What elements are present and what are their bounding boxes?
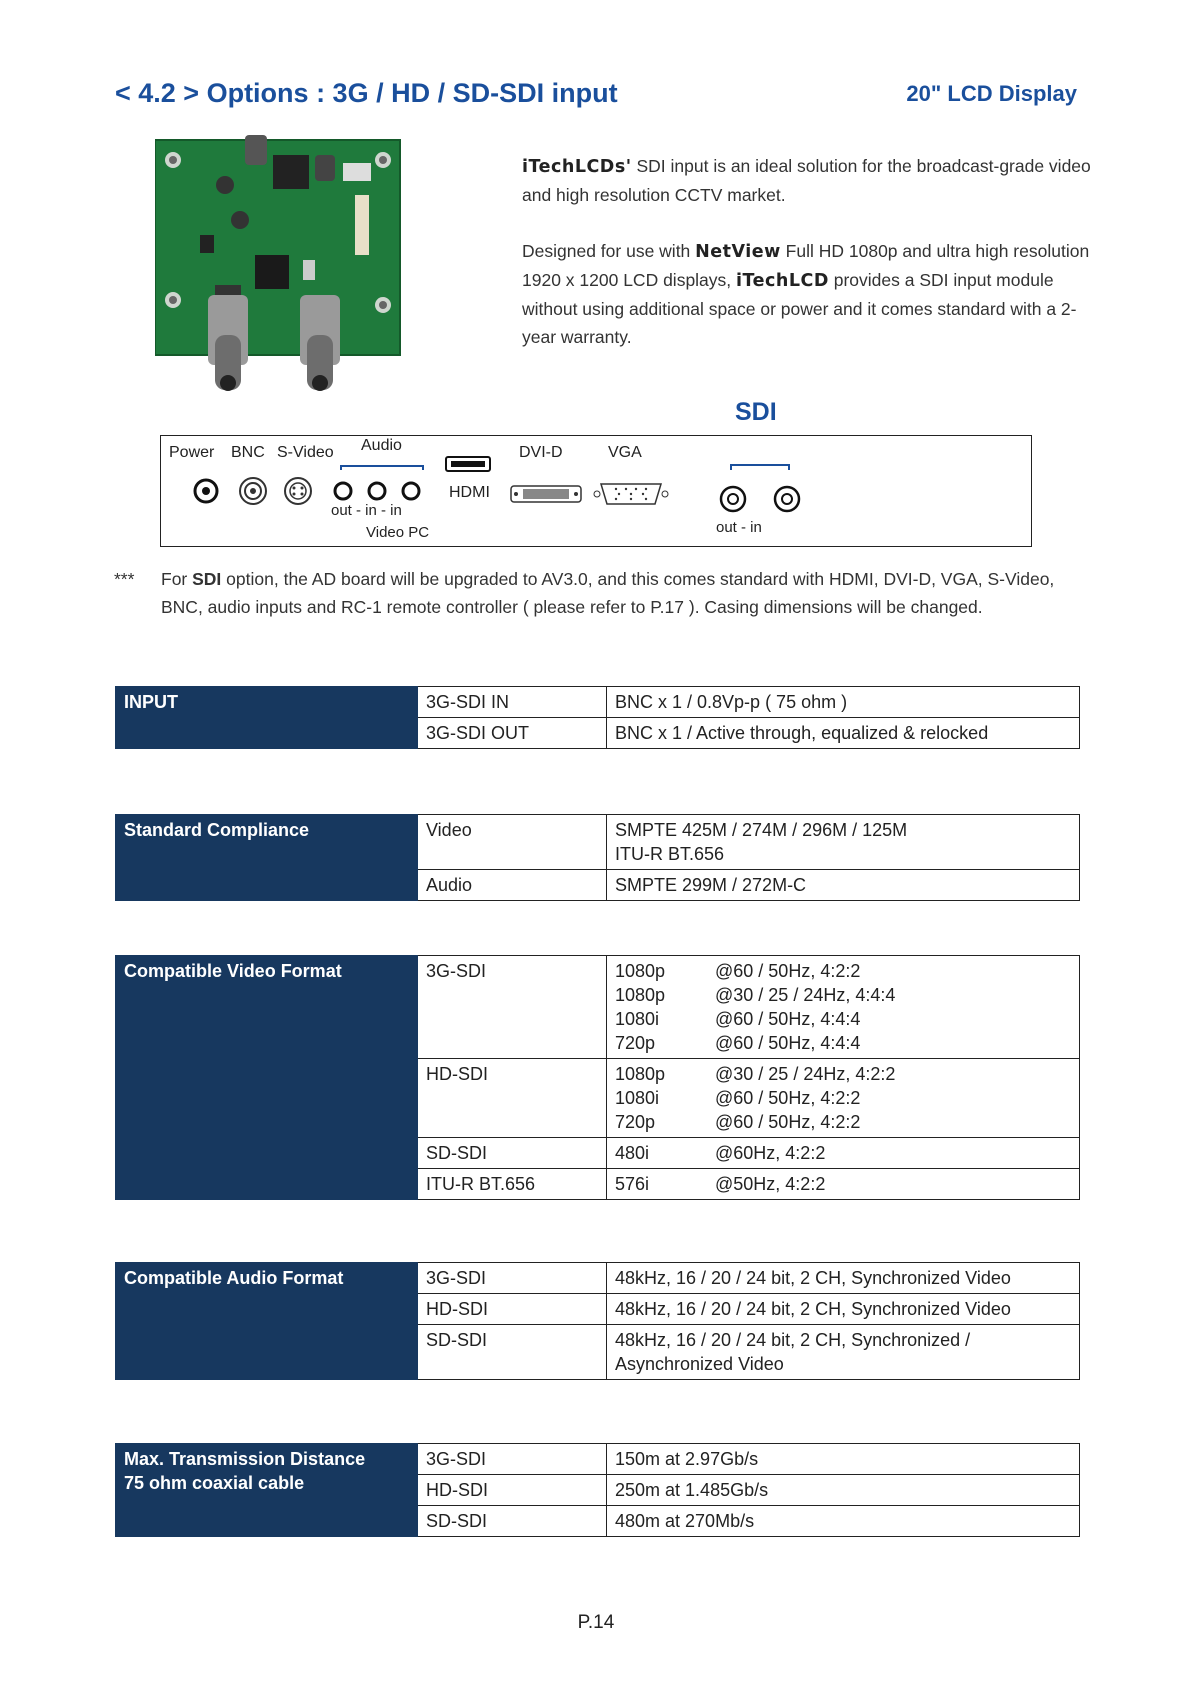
row-label: 3G-SDI [418,1263,607,1294]
audio-in-jack-icon [369,483,385,499]
video-format-heading: Compatible Video Format [116,956,418,1200]
audio-label: Audio [361,437,402,454]
sdi-label: SDI [735,398,777,426]
intro-text [522,152,1092,379]
value-line: 48kHz, 16 / 20 / 24 bit, 2 CH, Synchronized / [615,1330,971,1350]
format-res: 1080p [615,1064,666,1084]
compliance-table [115,814,1080,901]
row-value: SMPTE 299M / 272M-C [607,870,1080,901]
row-label: SD-SDI [418,1506,607,1537]
intro-p2-mid: Full HD 1080p and ultra high resolution 1920 x 1200 LCD displays, [522,241,1090,290]
intro-p1-text: SDI input is an ideal solution for the broadcast-grade video and high resolution CCTV market. [522,156,1091,205]
dvid-port-icon [511,486,581,502]
row-value [607,1059,1080,1138]
power-label: Power [169,444,215,461]
format-spec: @30 / 25 / 24Hz, 4:2:2 [715,1064,896,1084]
svideo-jack-icon [285,478,311,504]
note-prefix: For [161,569,193,589]
format-line [615,1110,1071,1134]
hdmi-port-icon [446,457,490,471]
row-value: BNC x 1 / Active through, equalized & relocked [607,718,1080,749]
intro-p2-after: provides a SDI input module without using additional space or power and it comes standard with a 2-year warranty. [522,270,1077,347]
intro-paragraph-2 [522,237,1092,351]
format-res: 720p [615,1033,656,1053]
row-value: 480m at 270Mb/s [607,1506,1080,1537]
row-value: BNC x 1 / 0.8Vp-p ( 75 ohm ) [607,687,1080,718]
sdi-option-note [114,565,1094,621]
row-label: 3G-SDI OUT [418,718,607,749]
format-spec: @60Hz, 4:2:2 [715,1143,826,1163]
format-spec: @50Hz, 4:2:2 [715,1174,826,1194]
format-res: 576i [615,1174,650,1194]
input-heading: INPUT [116,687,418,749]
value-line: SMPTE 425M / 274M / 296M / 125M [615,820,908,840]
table-row [116,815,1080,870]
format-line [615,1141,1071,1165]
row-value [607,956,1080,1059]
format-res: 1080i [615,1088,660,1108]
format-spec: @60 / 50Hz, 4:2:2 [715,961,861,981]
row-value [607,1325,1080,1380]
table-row [116,1263,1080,1294]
format-spec: @60 / 50Hz, 4:2:2 [715,1112,861,1132]
row-value: 250m at 1.485Gb/s [607,1475,1080,1506]
intro-paragraph-1 [522,152,1092,209]
row-value: 150m at 2.97Gb/s [607,1444,1080,1475]
audio-io-label: out - in - in [331,502,402,519]
note-asterisks: *** [114,569,135,589]
table-row [116,687,1080,718]
sdi-io-label: out - in [716,519,762,536]
intro-p2-before: Designed for use with [522,241,696,261]
page-number: P.14 [577,1612,615,1633]
video-pc-label: Video PC [366,524,430,541]
note-text: option, the AD board will be upgraded to AV3.0, and this comes standard with HDMI, DVI-D, VGA, S-Video, BNC, audio inputs and RC-1 remote controller ( please refer to P.17 ). Casing dimensions will be changed. [161,569,1055,617]
sdi-bracket [731,465,789,470]
format-line [615,983,1071,1007]
brand-netview: NetView [695,242,781,262]
format-res: 1080p [615,961,666,981]
format-spec: @60 / 50Hz, 4:4:4 [715,1009,861,1029]
page-title: < 4.2 > Options : 3G / HD / SD-SDI input [115,78,618,108]
vga-label: VGA [608,444,642,461]
distance-table [115,1443,1080,1537]
format-line [615,1086,1071,1110]
note-bold-sdi: SDI [192,569,222,589]
row-value [607,1138,1080,1169]
row-value [607,815,1080,870]
distance-heading-line: 75 ohm coaxial cable [124,1473,305,1493]
row-label: 3G-SDI [418,1444,607,1475]
row-label: 3G-SDI IN [418,687,607,718]
format-spec: @30 / 25 / 24Hz, 4:4:4 [715,985,896,1005]
row-label: HD-SDI [418,1475,607,1506]
row-label: HD-SDI [418,1294,607,1325]
sdi-in-bnc-icon [775,487,799,511]
connector-panel [160,435,1032,547]
compliance-heading: Standard Compliance [116,815,418,901]
audio-format-heading: Compatible Audio Format [116,1263,418,1380]
format-res: 720p [615,1112,656,1132]
video-format-table [115,955,1080,1200]
connector-icons [161,436,1031,546]
audio-out-jack-icon [335,483,351,499]
row-label: Video [418,815,607,870]
table-row [116,956,1080,1059]
format-line [615,1172,1071,1196]
row-value: 48kHz, 16 / 20 / 24 bit, 2 CH, Synchronized Video [607,1263,1080,1294]
sdi-out-bnc-icon [721,487,745,511]
brand-itechlcds: iTechLCDs' [522,157,632,177]
document-name: 20" LCD Display [906,81,1077,106]
distance-heading [116,1444,418,1537]
table-row [116,1444,1080,1475]
audio-format-table [115,1262,1080,1380]
power-jack-icon [195,480,217,502]
format-line [615,1062,1071,1086]
format-line [615,959,1071,983]
brand-itechlcd: iTechLCD [736,271,829,291]
input-table [115,686,1080,749]
format-res: 480i [615,1143,650,1163]
audio-bracket [341,466,423,470]
svideo-label: S-Video [277,444,334,461]
bnc-label: BNC [231,444,265,461]
format-spec: @60 / 50Hz, 4:4:4 [715,1033,861,1053]
value-line: ITU-R BT.656 [615,844,725,864]
format-line [615,1007,1071,1031]
row-value [607,1169,1080,1200]
value-line: Asynchronized Video [615,1354,784,1374]
row-label: 3G-SDI [418,956,607,1059]
format-res: 1080i [615,1009,660,1029]
distance-heading-line: Max. Transmission Distance [124,1449,366,1469]
audio-pc-in-jack-icon [403,483,419,499]
bnc-jack-icon [240,478,266,504]
row-label: ITU-R BT.656 [418,1169,607,1200]
vga-port-icon [594,484,668,504]
row-label: Audio [418,870,607,901]
sdi-board-image [155,135,407,393]
format-res: 1080p [615,985,666,1005]
row-value: 48kHz, 16 / 20 / 24 bit, 2 CH, Synchronized Video [607,1294,1080,1325]
hdmi-label: HDMI [449,484,490,501]
row-label: SD-SDI [418,1138,607,1169]
row-label: SD-SDI [418,1325,607,1380]
dvid-label: DVI-D [519,444,563,461]
format-line [615,1031,1071,1055]
row-label: HD-SDI [418,1059,607,1138]
format-spec: @60 / 50Hz, 4:2:2 [715,1088,861,1108]
